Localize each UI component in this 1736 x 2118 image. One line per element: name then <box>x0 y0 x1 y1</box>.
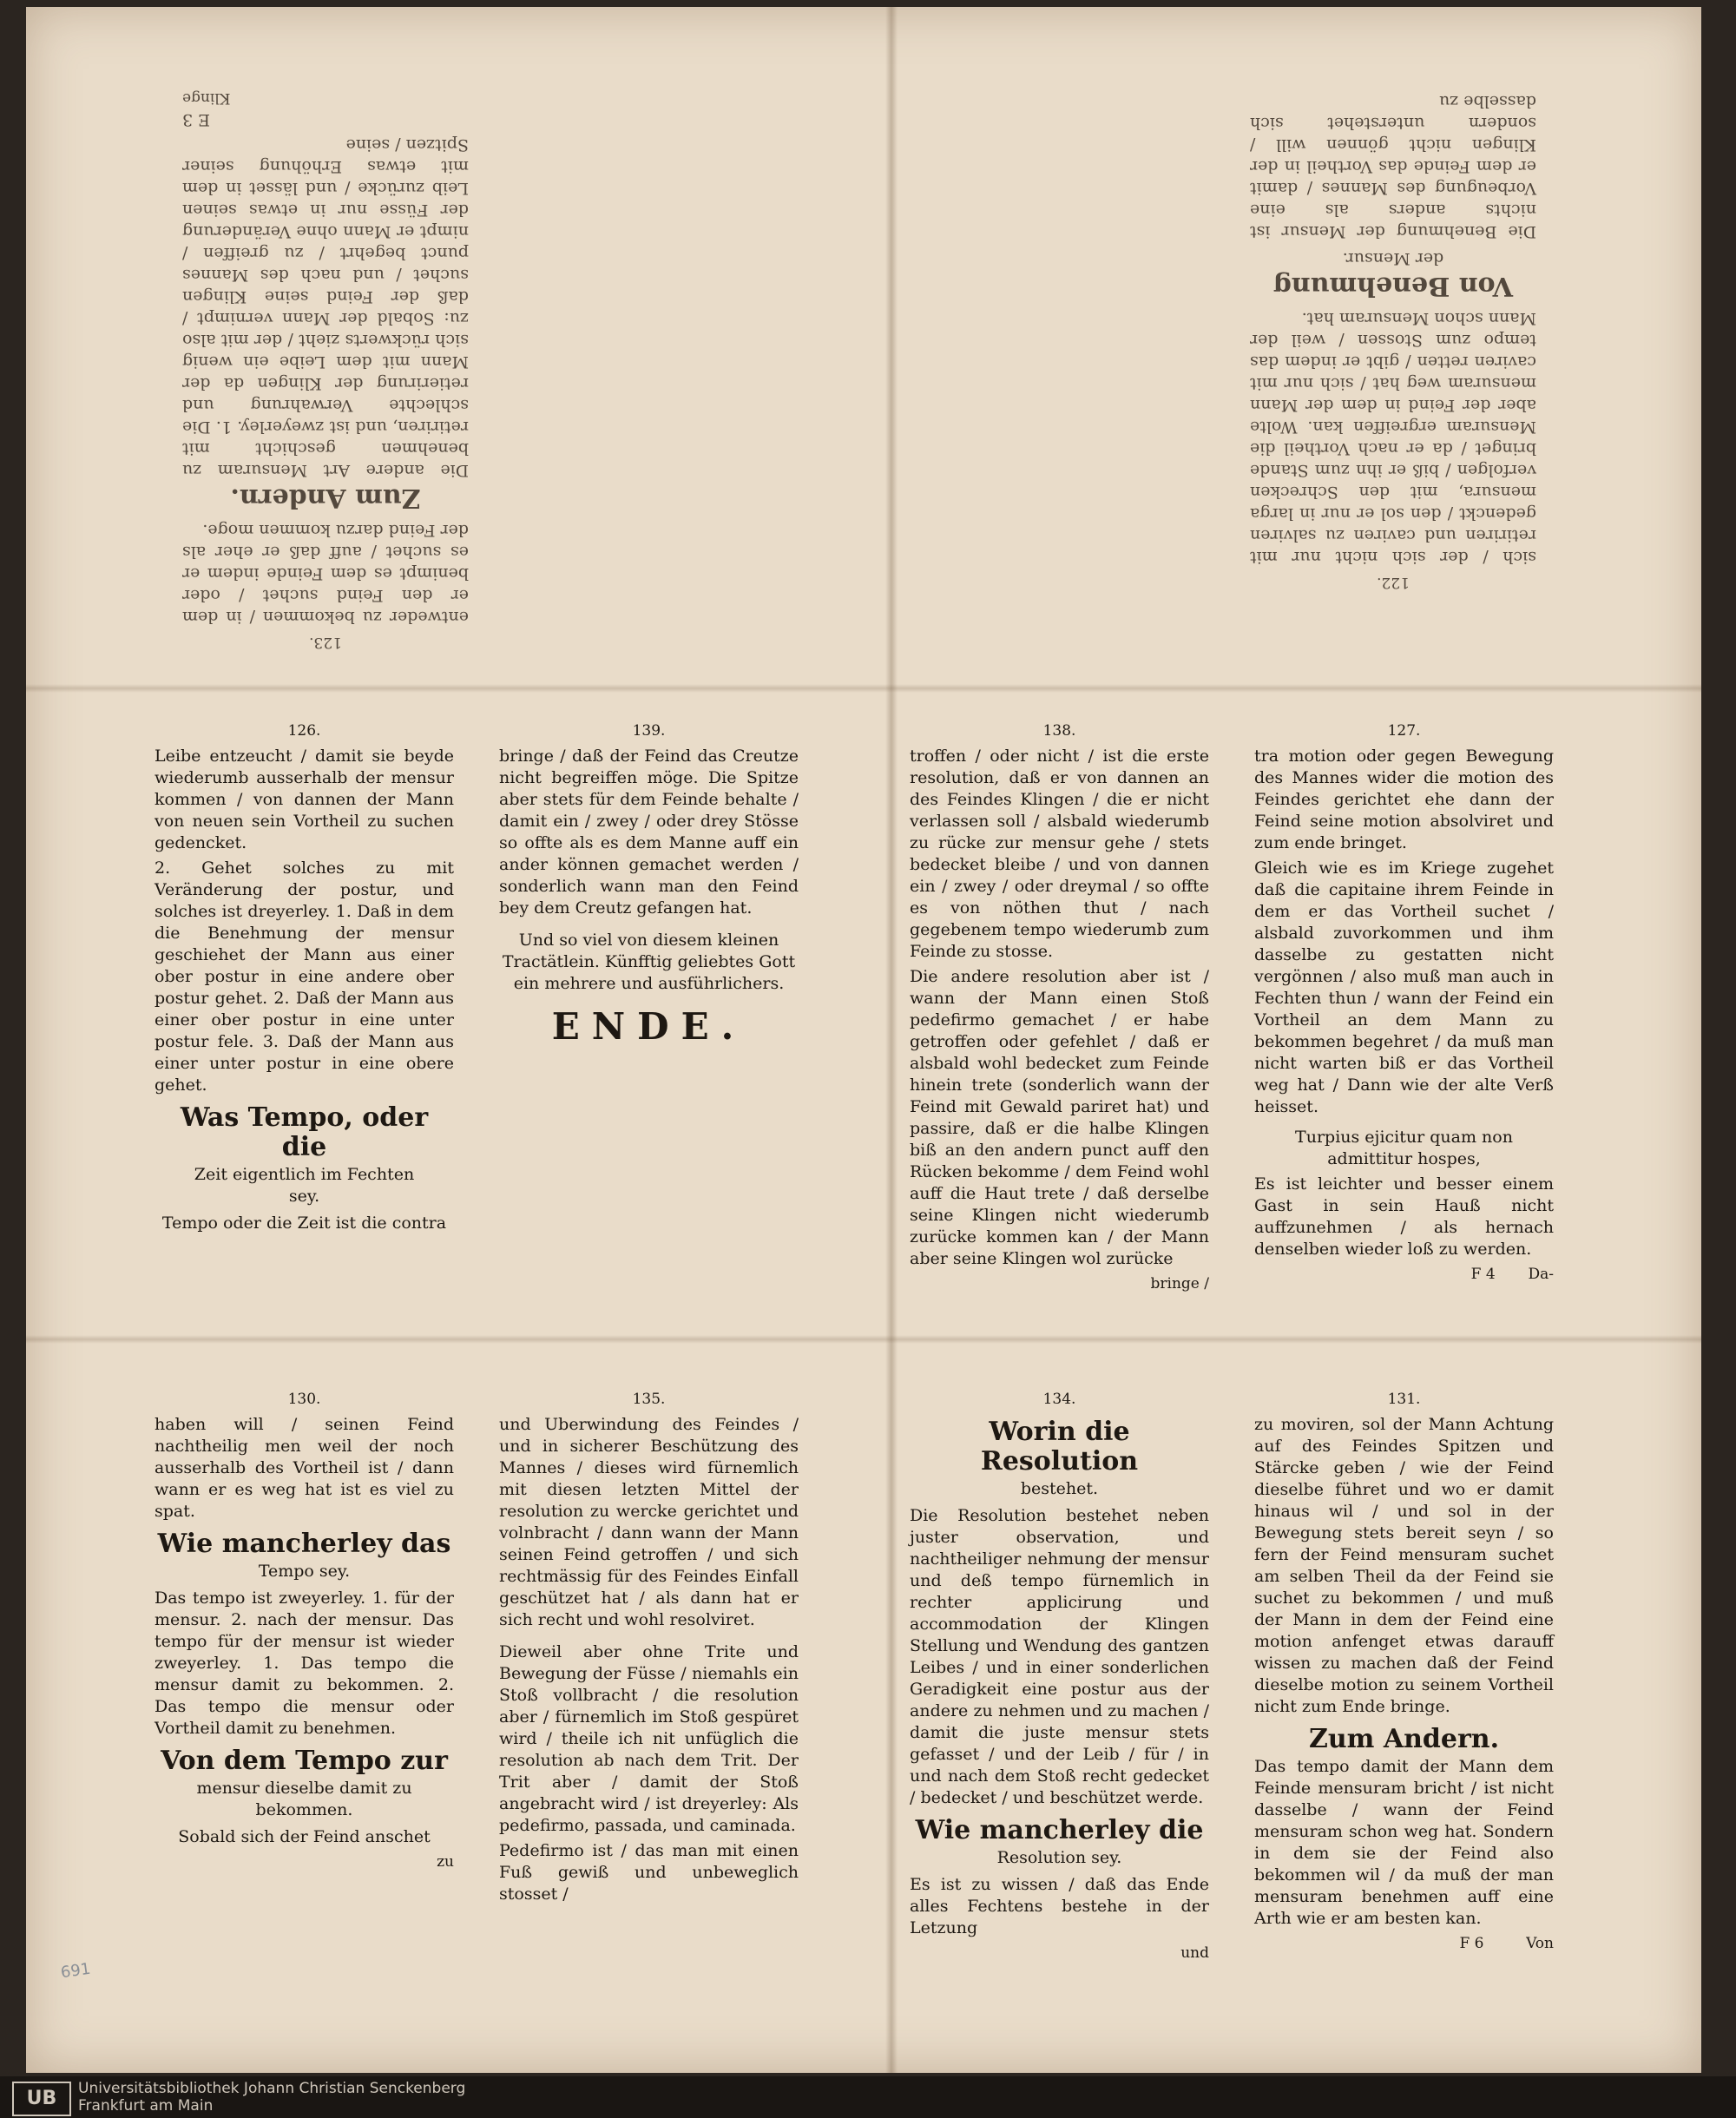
paragraph: tra motion oder gegen Bewegung des Mannes wider die motion des Feindes gerichtet ehe dann der Feind seine motion absolviret und zum ende bringet. <box>1254 747 1554 852</box>
paragraph: Die andere Art Mensuram zu benehmen geschicht mit retiriren, und ist zweyerley. 1. Die schlechte Verwahrung und retierirung der Klingen da der Mann mit dem Leibe ein wenig sich rückwerts zieht / der mit also zu: Sobald der Mann vernimpt / daß der Feind seine Klingen suchet / und nach des Mannes punct begehrt / zu greiffen / nimpt er Mann ohne Veränderung der Füsse nur in etwas seinen Leib zurücke / und lässet in dem mit etwas Erhöhung seiner Spitzen / seine <box>182 135 469 480</box>
signature-and-catchword <box>1254 1933 1554 1955</box>
section-subheading: Zeit eigentlich im Fechten <box>194 1165 415 1184</box>
catchword: Von <box>1526 1935 1554 1952</box>
paragraph: Gleich wie es im Kriege zugehet daß die capitaine ihrem Feinde in dem er das Vortheil suchet / alsbald zuvorkommen und ihm dasselbe zu gestatten nicht vergönnen / also muß man auch in Fechten thun / wann der Feind ein Vortheil an dem Mann zu bekommen begehret / da muß man nicht warten biß er das Vortheil weg hat / Dann wie der alte Verß heisset. <box>1254 858 1554 1116</box>
paragraph: Das tempo damit der Mann dem Feinde mensuram bricht / ist nicht dasselbe / wann der Feind mensuram schon weg hat. Sondern in dem sie der Feind also bekommen wil / da muß der man mensuram benehmen auff eine Arth wie er am besten kan. <box>1254 1757 1554 1928</box>
signature-and-catchword <box>1254 1264 1554 1286</box>
page-122-upside-down <box>1250 87 1536 593</box>
page-number: 122. <box>1377 574 1410 591</box>
section-heading: Wie mancherley das <box>157 1529 451 1559</box>
section-subheading: der Mensur. <box>1342 249 1444 268</box>
paragraph: Die Benehmung der Mensur ist nichts anders als eine Vorbeugung des Mannes / damit er dem Feinde das Vortheil in der Klingen nicht gönnen will / sondern unterstehet sich dasselbe zu <box>1250 92 1536 241</box>
catchword: bringe / <box>1150 1275 1209 1293</box>
page-number: 139. <box>632 722 666 740</box>
paragraph: Dieweil aber ohne Trite und Bewegung der Füsse / niemahls ein Stoß vollbracht / die resolution aber / fürnemlich im Stoß gespüret wird / theile ich nit unfüglich die resolution ab nach dem Trit. Der Trit aber / damit der Stoß angebracht wird / ist dreyerley: Als pedefirmo, passada, und caminada. <box>499 1642 799 1835</box>
catchword: Klinge <box>182 89 231 107</box>
section-subheading: Resolution sey. <box>996 1848 1122 1867</box>
library-footer <box>0 2076 1736 2118</box>
section-heading: Zum Andern. <box>1308 1724 1500 1754</box>
signature-mark: F 4 <box>1470 1266 1496 1283</box>
section-heading: Was Tempo, oder die <box>180 1102 429 1162</box>
library-logo: UB <box>12 2082 71 2116</box>
paragraph: zu moviren, sol der Mann Achtung auf des Feindes Spitzen und Stärcke geben / wie der Feind dieselbe führet und wo er damit hinaus wil / und sol in der Bewegung stets bereit seyn / so fern der Feind mensuram suchet am selben Theil da der Feind sie suchet zu bekommen / und muß der Mann in dem der Feind eine motion anfenget etwas darauff wissen zu machen daß der Feind dieselbe motion zu seinem Vortheil nicht zum Ende bringe. <box>1254 1415 1554 1716</box>
paragraph: bringe / daß der Feind das Creutze nicht begreiffen möge. Die Spitze aber stets für dem Feinde behalte / damit ein / zwey / oder drey Stösse so offte als es dem Manne auff ein ander können gemachet werden / sonderlich wann man den Feind bey dem Creutz gefangen hat. <box>499 747 799 918</box>
signature-mark: F 6 <box>1459 1935 1484 1952</box>
paragraph: Leibe entzeucht / damit sie beyde wiederumb ausserhalb der mensur kommen / von dannen der Mann von neuen sein Vortheil zu suchen gedencket. <box>155 747 454 852</box>
horizontal-fold-top <box>26 684 1701 693</box>
paragraph: Die andere resolution aber ist / wann der Mann einen Stoß pedefirmo gemachet / er habe getroffen oder gefehlet / daß er alsbald wohl bedecket zum Feinde hinein trete (sonderlich wann der Feind mit Gewald pariret hat) und passire, daß er die halbe Klingen biß an den andern punct auff den Rücken bekomme / dem Feind wohl auff die Haut trete / daß derselbe seine Klingen nicht wiederumb zurücke kommen kan / der Mann aber seine Klingen wol zurücke <box>910 967 1209 1268</box>
horizontal-fold-bottom <box>26 1335 1701 1344</box>
paragraph: Und so viel von diesem kleinen Tractätlein. Künfftig geliebtes Gott ein mehrere und ausführlichers. <box>502 931 796 993</box>
page-131 <box>1254 1389 1554 1955</box>
end-mark: ENDE. <box>551 1005 746 1048</box>
page-number: 134. <box>1042 1391 1076 1408</box>
paragraph: Es ist zu wissen / daß das Ende alles Fechtens bestehe in der Letzung <box>910 1875 1209 1937</box>
section-subheading: mensur dieselbe damit zu bekommen. <box>196 1779 412 1819</box>
page-134 <box>910 1389 1209 1964</box>
library-location: Frankfurt am Main <box>78 2097 214 2115</box>
page-number: 127. <box>1387 722 1421 740</box>
catchword: zu <box>437 1853 454 1871</box>
latin-verse: Turpius ejicitur quam non admittitur hospes, <box>1295 1128 1513 1168</box>
paragraph: und Uberwindung des Feindes / und in sicherer Beschützung des Mannes / dieses wird fürnemlich mit diesen letzten Mittel der resolution zu wercke gerichtet und volnbracht / dann wann der Mann seinen Feind getroffen / und sich rechtmässig für des Feindes Einfall geschützet hat / als dann hat er sich recht und wohl resolviret. <box>499 1415 799 1629</box>
pencil-note: 691 <box>59 1959 92 1983</box>
page-number: 135. <box>632 1391 666 1408</box>
page-number: 138. <box>1042 722 1076 740</box>
section-heading: Wie mancherley die <box>915 1815 1204 1845</box>
paragraph: Das tempo ist zweyerley. 1. für der mensur. 2. nach der mensur. Das tempo für der mensur ist wieder zweyerley. 1. Das tempo die mensur damit zu bekommen. 2. Das tempo die mensur oder Vortheil damit zu benehmen. <box>155 1588 454 1738</box>
page-123-upside-down <box>182 87 469 653</box>
page-number: 123. <box>309 634 342 651</box>
paragraph: Es ist leichter und besser einem Gast in sein Hauß nicht auffzunehmen / als hernach denselben wieder loß zu werden. <box>1254 1174 1554 1259</box>
paragraph: Die Resolution bestehet neben juster observation, und nachtheiliger nehmung der mensur und deß tempo fürnemlich in rechter applicirung und accommodation der Klingen Stellung und Wendung des gantzen Leibes / und in einer sonderlichen Geradigkeit eine postur aus der andere zu nehmen und zu machen / damit die juste mensur stets gefasset / und der Leib / für / in und nach dem Stoß recht gedecket / bedecket / und beschützet werde. <box>910 1506 1209 1807</box>
page-127 <box>1254 720 1554 1286</box>
paragraph: Pedefirmo ist / das man mit einen Fuß gewiß und unbeweglich stosset / <box>499 1841 799 1904</box>
section-heading: Von Benehmung <box>1272 271 1514 301</box>
paragraph: 2. Gehet solches zu mit Veränderung der postur, und solches ist dreyerley. 1. Daß in dem die Benehmung der mensur geschiehet der Mann aus einer ober postur in eine andere ober postur gehet. 2. Daß der Mann aus einer ober postur in eine unter postur fele. 3. Daß der Mann aus einer unter postur in eine obere gehet. <box>155 858 454 1095</box>
section-heading: Zum Andern. <box>230 483 421 513</box>
section-subheading: sey. <box>288 1187 320 1206</box>
section-heading: Worin die Resolution <box>980 1417 1139 1477</box>
page-number: 130. <box>287 1391 321 1408</box>
paragraph: Sobald sich der Feind anschet <box>178 1827 431 1846</box>
page-139 <box>499 720 799 1048</box>
paragraph: troffen / oder nicht / ist die erste resolution, daß er von dannen an des Feindes Klingen / die er nicht verlassen soll / alsbald wiederumb zu rücke zur mensur gehe / stets bedecket bleibe / und von dannen ein / zwey / oder dreymal / so offte es von nöthen thut / nach gegebenem tempo wiederumb zum Feinde zu stosse. <box>910 747 1209 961</box>
paragraph: Tempo oder die Zeit ist die contra <box>161 1214 447 1233</box>
section-heading: Von dem Tempo zur <box>161 1746 448 1776</box>
section-subheading: Tempo sey. <box>258 1562 351 1581</box>
paragraph: sich / der sich nicht nur mit retiriren und caviren zu salviren gedenckt / den sol er nur in larga mensura, mit den Schrecken verfolgen / biß er ihn zum Stande bringet / da er nach Vortheil die Mensuram ergreiffen kan. Wolte aber der Feind in dem der Mann mensuram weg hat / sich nur mit caviren retten / gibt er indem das tempo zum Stossen / weil der Mann schon Mensuram hat. <box>1250 309 1536 567</box>
catchword: Da- <box>1528 1266 1554 1283</box>
page-number: 126. <box>287 722 321 740</box>
signature-mark: E 3 <box>182 110 210 129</box>
library-name: Universitätsbibliothek Johann Christian Senckenberg <box>78 2080 466 2097</box>
paragraph: haben will / seinen Feind nachtheilig men weil der noch ausserhalb des Vortheil ist / dann wann er es weg hat ist es viel zu spat. <box>155 1415 454 1521</box>
page-135 <box>499 1389 799 1909</box>
page-126 <box>155 720 454 1238</box>
page-130 <box>155 1389 454 1873</box>
page-138 <box>910 720 1209 1295</box>
page-number: 131. <box>1387 1391 1421 1408</box>
paragraph: entweder zu bekommen / in dem er den Feind suchet / oder benimpt es dem Feinde indem er es suchet / auff daß er eher als der Feind darzu kommen moge. <box>182 521 469 627</box>
section-subheading: bestehet. <box>1020 1479 1099 1498</box>
catchword: und <box>1180 1944 1209 1962</box>
vertical-fold <box>885 7 898 2073</box>
